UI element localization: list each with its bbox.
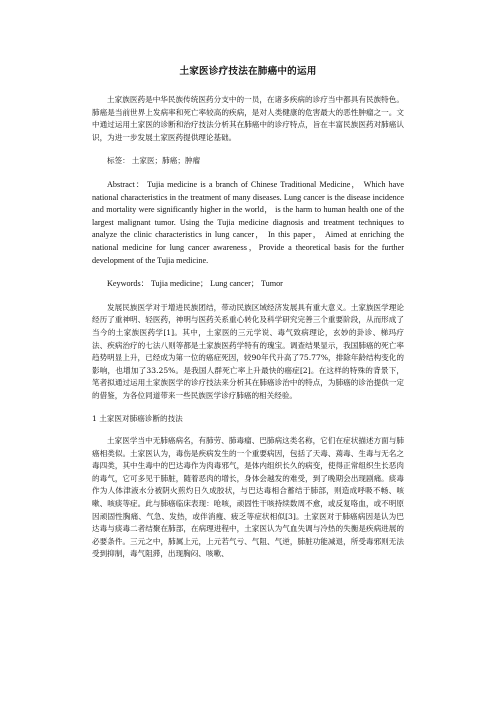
section-1-heading: 1 土家医对肺癌诊断的技法 — [92, 414, 183, 424]
english-keywords-label: Keywords： — [107, 279, 149, 289]
introduction-paragraph: 发展民族医学对于增进民族团结，带动民族区域经济发展具有重大意义。土家族医学理论经历了重神明、轻医药，神明与医药关系重心转化及科学研究完善三个重要阶段，从而形成了当今的土家族医药学[1]。其中，土家医的三元学说、毒气致病理论，玄妙的卦诊、梯玛疗法、疾病治疗的七法八则等都是土家族医药学特有的瑰宝。调查结果显示，我国肺癌的死亡率趋势明显上升，已经成为第一位的癌症死因，较90年代升高了75.77%，排除年龄结构变化的影响，也增加了33.25%。是我国人群死亡率上升最快的癌症[2]。在这样的特殊的背景下，笔者拟通过运用土家族医学的诊疗技法来分析其在肺癌诊治中的特点，为肺癌的诊治提供一定的借鉴，为各位同道带来一些民族医学诊疗肺癌的相关经验。 — [92, 302, 404, 400]
english-abstract-label: Abstract： — [107, 179, 146, 189]
section-1-paragraph: 土家医学当中无肺癌病名，有肺劳、肺毒瘤、巴肺病这类名称，它们在症状描述方面与肺癌相类似。土家医认为，毒伤是疾病发生的一个重要病因，包括了天毒、蔫毒、生毒与无名之毒四类，其中生毒中的巴达毒作为肉毒邪气，是体内组织长久的病变，使得正常组织生长恶肉的毒气，它可多见于肺脏，随着恶肉的增长，身体会越发的难受，到了晚期会出现剧痛。痰毒作为人体津液水分被阴火煎灼日久成胶状，与巴达毒相合蓄结于肺部，则造成呼吸不畅、咳嗽、咳痰等症。此与肺癌临床表现：呛咳，顽固性干咳持续数周不愈，或反复咯血，或不明原因顽固性胸痛、气急、发热，或伴消瘦、疲乏等症状相似[3]。土家医对于肺癌病因是认为巴达毒与痰毒二者结聚在肺部，在病理进程中，土家医认为气血失调与冷热的失衡是疾病进展的必要条件。三元之中，肺属上元，上元若气亏、气阻、气逆，肺脏功能减退，所受毒邪则无法受到抑制，毒气阻滞，出现胸闷、咳嗽、 — [92, 436, 404, 559]
english-abstract — [92, 179, 404, 267]
english-keywords-text: Tujia medicine； Lung cancer； Tumor — [150, 279, 283, 289]
paper-title: 土家医诊疗技法在肺癌中的运用 — [179, 66, 317, 77]
chinese-keywords-label: 标签： — [107, 156, 130, 166]
english-abstract-text: Tujia medicine is a branch of Chinese Traditional Medicine， Which have national characteristics in the treatment of many diseases. Lung cancer is the disease incidence and mortality were significantly higher in the world， is the harm to human health one of the largest malignant tumor. Using the Tujia medicine diagnosis and treatment techniques to analyze the clinic characteristics in lung cancer， In this paper， Aimed at enriching the national medicine for lung cancer awareness，Provide a theoretical basis for the further development of the Tujia medicine. — [92, 179, 404, 265]
chinese-keywords — [92, 155, 404, 168]
english-keywords — [92, 278, 404, 291]
document-content — [92, 66, 404, 561]
chinese-keywords-text: 土家医；肺癌；肿瘤 — [131, 156, 201, 166]
chinese-abstract: 土家族医药是中华民族传统医药分支中的一员，在诸多疾病的诊疗当中都具有民族特色。肺癌是当前世界上发病率和死亡率较高的疾病，是对人类健康的危害最大的恶性肿瘤之一。文中通过运用土家医的诊断和治疗技法分析其在肺癌中的诊疗特点，旨在丰富民族医药对肺癌认识，为进一步发展土家医药提供理论基础。 — [92, 95, 404, 142]
